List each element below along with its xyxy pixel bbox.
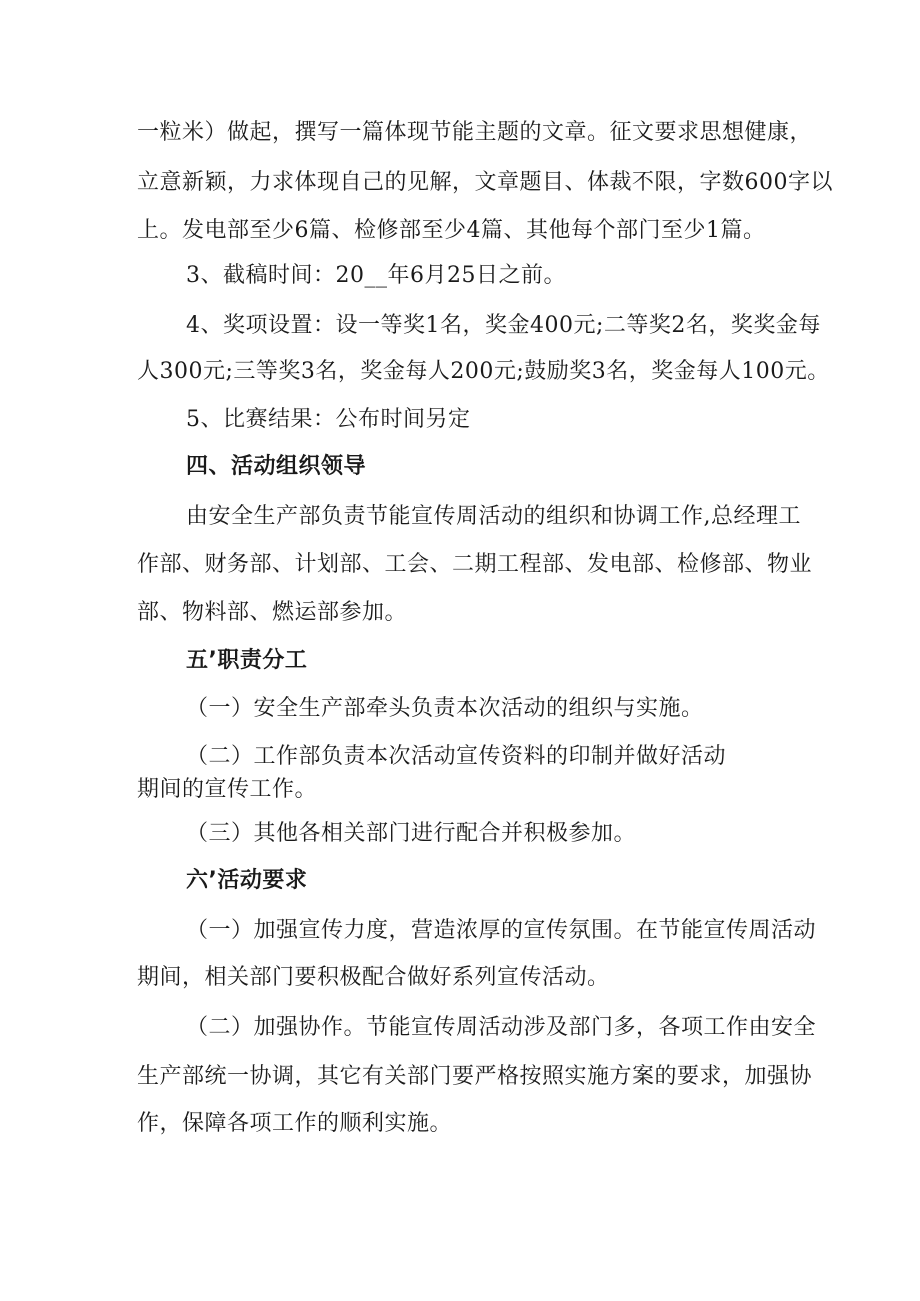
section-4-line-1: 由安全生产部负责节能宣传周活动的组织和协调工作,总经理工 — [186, 504, 801, 529]
item-5-results: 5、比赛结果：公布时间另定 — [186, 407, 471, 432]
item-4-awards-line-1: 4、奖项设置：设一等奖1名，奖金400元;二等奖2名，奖奖金每 — [186, 313, 821, 338]
section-5-item-2-line-1: （二）工作部负责本次活动宣传资料的印制并做好活动 — [186, 744, 727, 769]
section-6-item-2-line-2: 生产部统一协调，其它有关部门要严格按照实施方案的要求，加强协 — [137, 1064, 813, 1089]
intro-line-2: 立意新颖，力求体现自己的见解，文章题目、体裁不限，字数600字以 — [137, 170, 833, 195]
item-3-deadline: 3、截稿时间：20__年6月25日之前。 — [186, 263, 566, 288]
section-5-item-3: （三）其他各相关部门进行配合并积极参加。 — [186, 821, 637, 846]
section-6-item-1-line-2: 期间，相关部门要积极配合做好系列宣传活动。 — [137, 965, 610, 990]
section-4-heading: 四、活动组织领导 — [186, 454, 367, 479]
section-4-line-2: 作部、财务部、计划部、工会、二期工程部、发电部、检修部、物业 — [137, 552, 813, 577]
section-4-line-3: 部、物料部、燃运部参加。 — [137, 600, 408, 625]
intro-line-1: 一粒米）做起，撰写一篇体现节能主题的文章。征文要求思想健康， — [137, 120, 813, 145]
section-6-item-1-line-1: （一）加强宣传力度，营造浓厚的宣传氛围。在节能宣传周活动 — [186, 918, 817, 943]
section-6-item-2-line-3: 作，保障各项工作的顺利实施。 — [137, 1111, 453, 1136]
section-5-item-2-line-2: 期间的宣传工作。 — [137, 777, 318, 802]
section-6-heading: 六’活动要求 — [186, 868, 308, 893]
intro-line-3: 上。发电部至少6篇、检修部至少4篇、其他每个部门至少1篇。 — [137, 218, 766, 243]
section-5-item-1: （一）安全生产部牵头负责本次活动的组织与实施。 — [186, 696, 704, 721]
section-5-heading: 五’职责分工 — [186, 648, 308, 673]
item-4-awards-line-2: 人300元;三等奖3名，奖金每人200元;鼓励奖3名，奖金每人100元。 — [137, 359, 830, 384]
section-6-item-2-line-1: （二）加强协作。节能宣传周活动涉及部门多，各项工作由安全 — [186, 1015, 817, 1040]
